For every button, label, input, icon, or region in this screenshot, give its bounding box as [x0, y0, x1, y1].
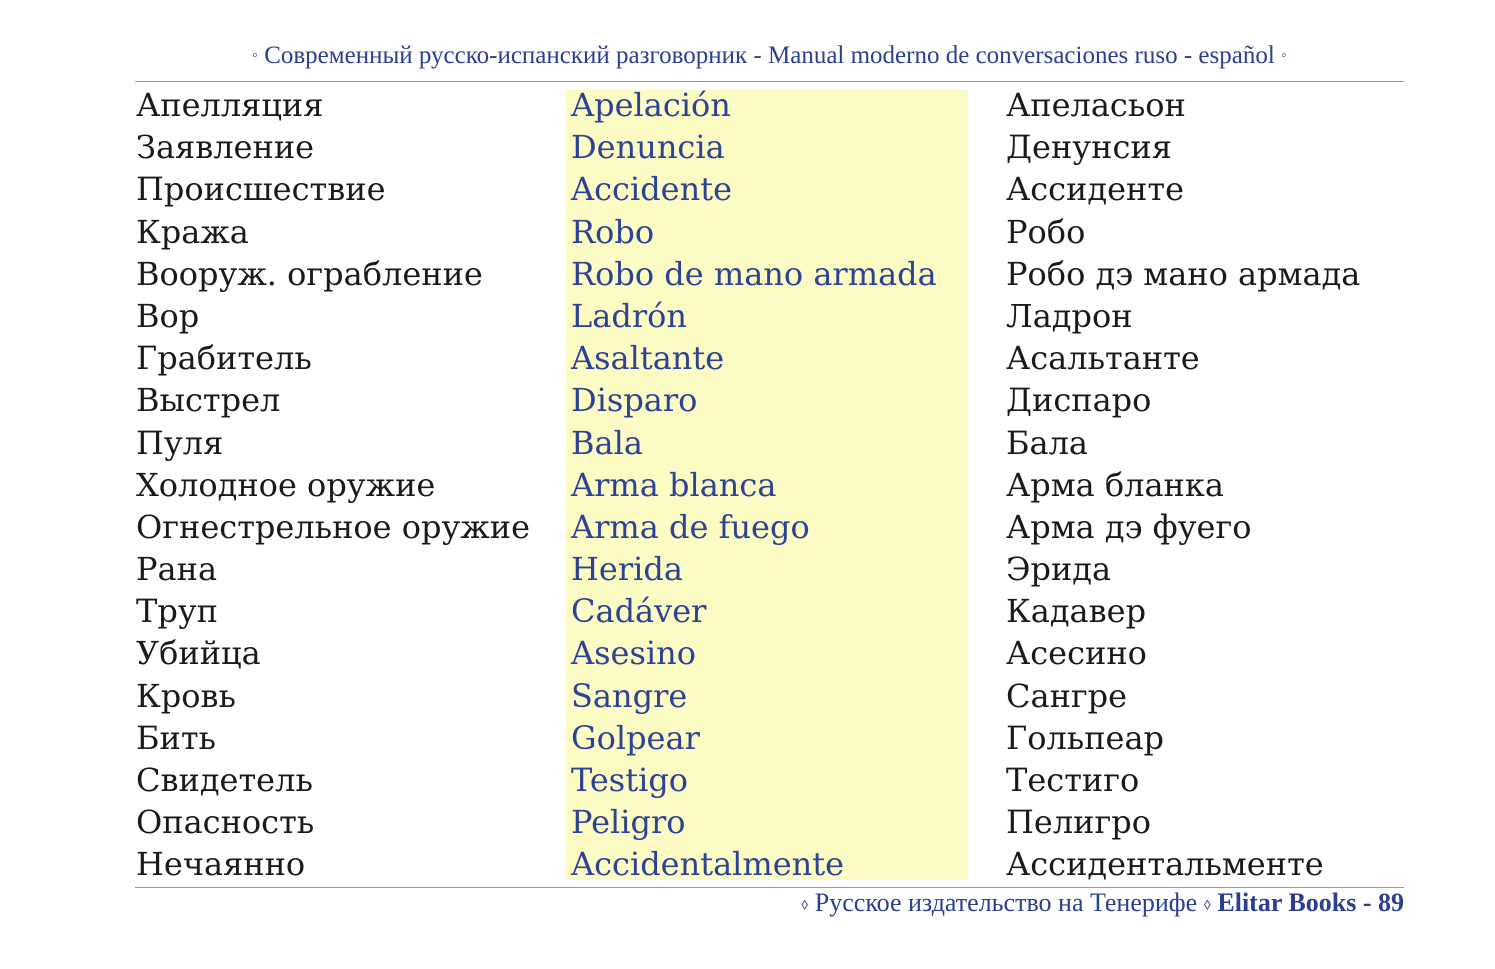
spanish-word: Ladrón	[571, 296, 687, 335]
footer-publisher: Русское издательство на Тенерифе	[814, 888, 1198, 917]
table-row	[0, 337, 1495, 379]
transliteration: Ассидентальменте	[1006, 845, 1324, 884]
spanish-word: Asaltante	[571, 339, 725, 378]
spanish-word: Cadáver	[571, 592, 707, 631]
table-row	[0, 675, 1495, 717]
transliteration: Диспаро	[1006, 381, 1152, 420]
page-header	[135, 42, 1404, 70]
russian-word: Заявление	[136, 128, 315, 167]
header-divider	[135, 81, 1404, 82]
russian-word: Пуля	[136, 423, 224, 462]
table-row	[0, 506, 1495, 548]
spanish-word: Robo	[571, 212, 655, 251]
bullet-icon: ⬨	[801, 896, 809, 913]
transliteration: Робо дэ мано армада	[1006, 254, 1361, 293]
transliteration: Асесино	[1006, 634, 1147, 673]
russian-word: Труп	[136, 592, 218, 631]
spanish-word: Asesino	[571, 634, 696, 673]
table-row	[0, 211, 1495, 253]
table-row	[0, 801, 1495, 843]
bullet-icon: ◦	[1281, 47, 1287, 64]
header-title: Современный русско-испанский разговорник - Manual moderno de conversaciones ruso - español	[264, 42, 1275, 69]
russian-word: Апелляция	[136, 86, 324, 124]
russian-word: Убийца	[136, 634, 261, 673]
transliteration: Пелигро	[1006, 803, 1152, 842]
russian-word: Огнестрельное оружие	[136, 507, 531, 546]
table-row	[0, 422, 1495, 464]
table-row	[0, 295, 1495, 337]
spanish-word: Sangre	[571, 676, 688, 715]
transliteration: Арма бланка	[1006, 465, 1224, 504]
russian-word: Грабитель	[136, 339, 312, 378]
transliteration: Ассиденте	[1006, 170, 1185, 209]
transliteration: Сангре	[1006, 676, 1128, 715]
transliteration: Тестиго	[1006, 761, 1140, 799]
russian-word: Вор	[136, 296, 200, 335]
russian-word: Кровь	[136, 676, 236, 715]
russian-word: Кража	[136, 212, 249, 251]
transliteration: Эрида	[1006, 550, 1112, 589]
table-row	[0, 717, 1495, 759]
transliteration: Бала	[1006, 423, 1088, 462]
spanish-word: Golpear	[571, 718, 700, 757]
spanish-word: Testigo	[571, 761, 689, 799]
spanish-word: Disparo	[571, 381, 698, 420]
table-row	[0, 379, 1495, 421]
table-row	[0, 253, 1495, 295]
table-row	[0, 590, 1495, 632]
spanish-word: Accidente	[571, 170, 733, 209]
table-row	[0, 168, 1495, 210]
footer-brand-page-number: Elitar Books - 89	[1217, 888, 1404, 917]
spanish-word: Peligro	[571, 803, 686, 842]
transliteration: Гольпеар	[1006, 718, 1165, 757]
transliteration: Ладрон	[1006, 296, 1133, 335]
page-footer	[801, 888, 1404, 918]
transliteration: Арма дэ фуего	[1006, 507, 1252, 546]
table-row	[0, 84, 1495, 126]
russian-word: Бить	[136, 718, 216, 757]
russian-word: Свидетель	[136, 761, 313, 799]
transliteration: Робо	[1006, 212, 1086, 251]
table-row	[0, 126, 1495, 168]
table-row	[0, 843, 1495, 885]
bullet-icon: ◦	[252, 47, 258, 64]
russian-word: Происшествие	[136, 170, 386, 209]
vocabulary-table	[0, 84, 1495, 886]
spanish-word: Robo de mano armada	[571, 254, 937, 293]
transliteration: Асальтанте	[1006, 339, 1200, 378]
transliteration: Денунсия	[1006, 128, 1172, 167]
transliteration: Апеласьон	[1006, 86, 1186, 124]
russian-word: Холодное оружие	[136, 465, 436, 504]
table-row	[0, 759, 1495, 801]
table-row	[0, 464, 1495, 506]
russian-word: Рана	[136, 550, 218, 589]
spanish-word: Bala	[571, 423, 643, 462]
russian-word: Выстрел	[136, 381, 281, 420]
spanish-word: Denuncia	[571, 128, 725, 167]
spanish-word: Apelación	[571, 86, 731, 124]
table-row	[0, 548, 1495, 590]
spanish-word: Arma blanca	[571, 465, 777, 504]
bullet-icon: ⬨	[1203, 896, 1211, 913]
spanish-word: Arma de fuego	[571, 507, 810, 546]
spanish-word: Herida	[571, 550, 683, 589]
russian-word: Нечаянно	[136, 845, 306, 884]
russian-word: Опасность	[136, 803, 315, 842]
transliteration: Кадавер	[1006, 592, 1147, 631]
table-row	[0, 632, 1495, 674]
russian-word: Вооруж. ограбление	[136, 254, 483, 293]
spanish-word: Accidentalmente	[571, 845, 845, 884]
